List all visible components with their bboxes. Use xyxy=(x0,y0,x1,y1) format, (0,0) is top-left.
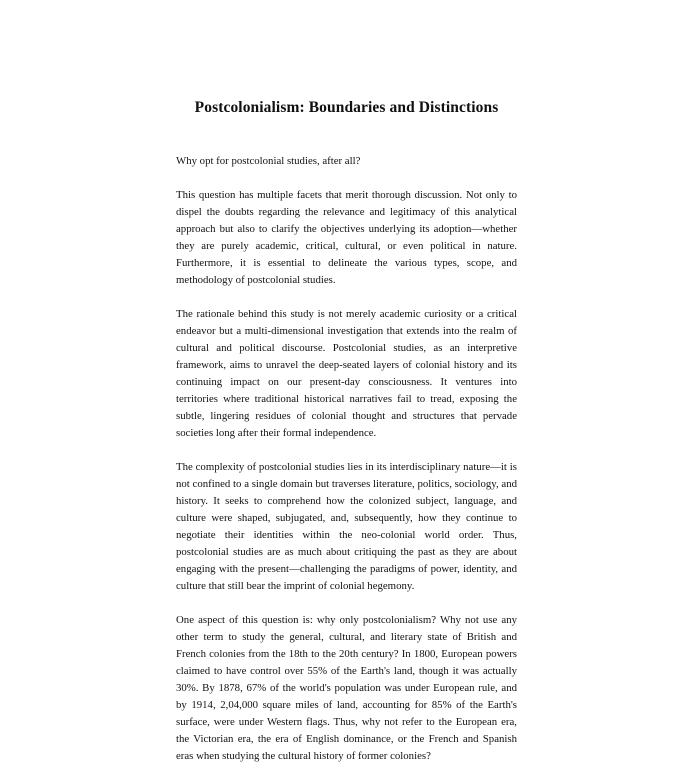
body-paragraph-1: This question has multiple facets that merit thorough discussion. Not only to dispel the doubts regarding the relevance and legitimacy of this analytical approach but also to clarify the objectives underlying its adoption—whether they are purely academic, critical, cultural, or even political in nature. Furthermore, it is essential to delineate the various types, scope, and methodology of postcolonial studies. xyxy=(176,189,517,287)
body-paragraph-4: One aspect of this question is: why only postcolonialism? Why not use any other term to study the general, cultural, and literary state of British and French colonies from the 18th to the 20th century? In 1800, European powers claimed to have control over 55% of the Earth's land, though it was actually 30%. By 1878, 67% of the world's population was under European rule, and by 1914, 2,04,000 square miles of land, accounting for 85% of the Earth's surface, were under Western flags. Thus, why not refer to the European era, the Victorian era, the era of English dominance, or the French and Spanish eras when studying the cultural history of former colonies? xyxy=(176,614,517,763)
body-paragraph-3: The complexity of postcolonial studies lies in its interdisciplinary nature—it is not confined to a single domain but traverses literature, politics, sociology, and history. It seeks to comprehend how the colonized subject, language, and culture were shaped, subjugated, and, subsequently, how they continue to negotiate their identities within the neo-colonial world order. Thus, postcolonial studies are as much about critiquing the past as they are about engaging with the present—challenging the paradigms of power, identity, and culture that still bear the imprint of colonial hegemony. xyxy=(176,461,517,593)
page-title: Postcolonialism: Boundaries and Distinctions xyxy=(194,99,499,116)
lead-question-paragraph: Why opt for postcolonial studies, after all? xyxy=(176,155,361,168)
document-content xyxy=(176,98,517,765)
body-paragraph-2: The rationale behind this study is not merely academic curiosity or a critical endeavor but a multi-dimensional investigation that extends into the realm of cultural and political discourse. Postcolonial studies, as an interpretive framework, aims to unravel the deep-seated layers of colonial history and its continuing impact on our present-day consciousness. It ventures into territories where traditional historical narratives fail to tread, exposing the subtle, lingering residues of colonial thought and structures that pervade societies long after their formal independence. xyxy=(176,308,517,440)
